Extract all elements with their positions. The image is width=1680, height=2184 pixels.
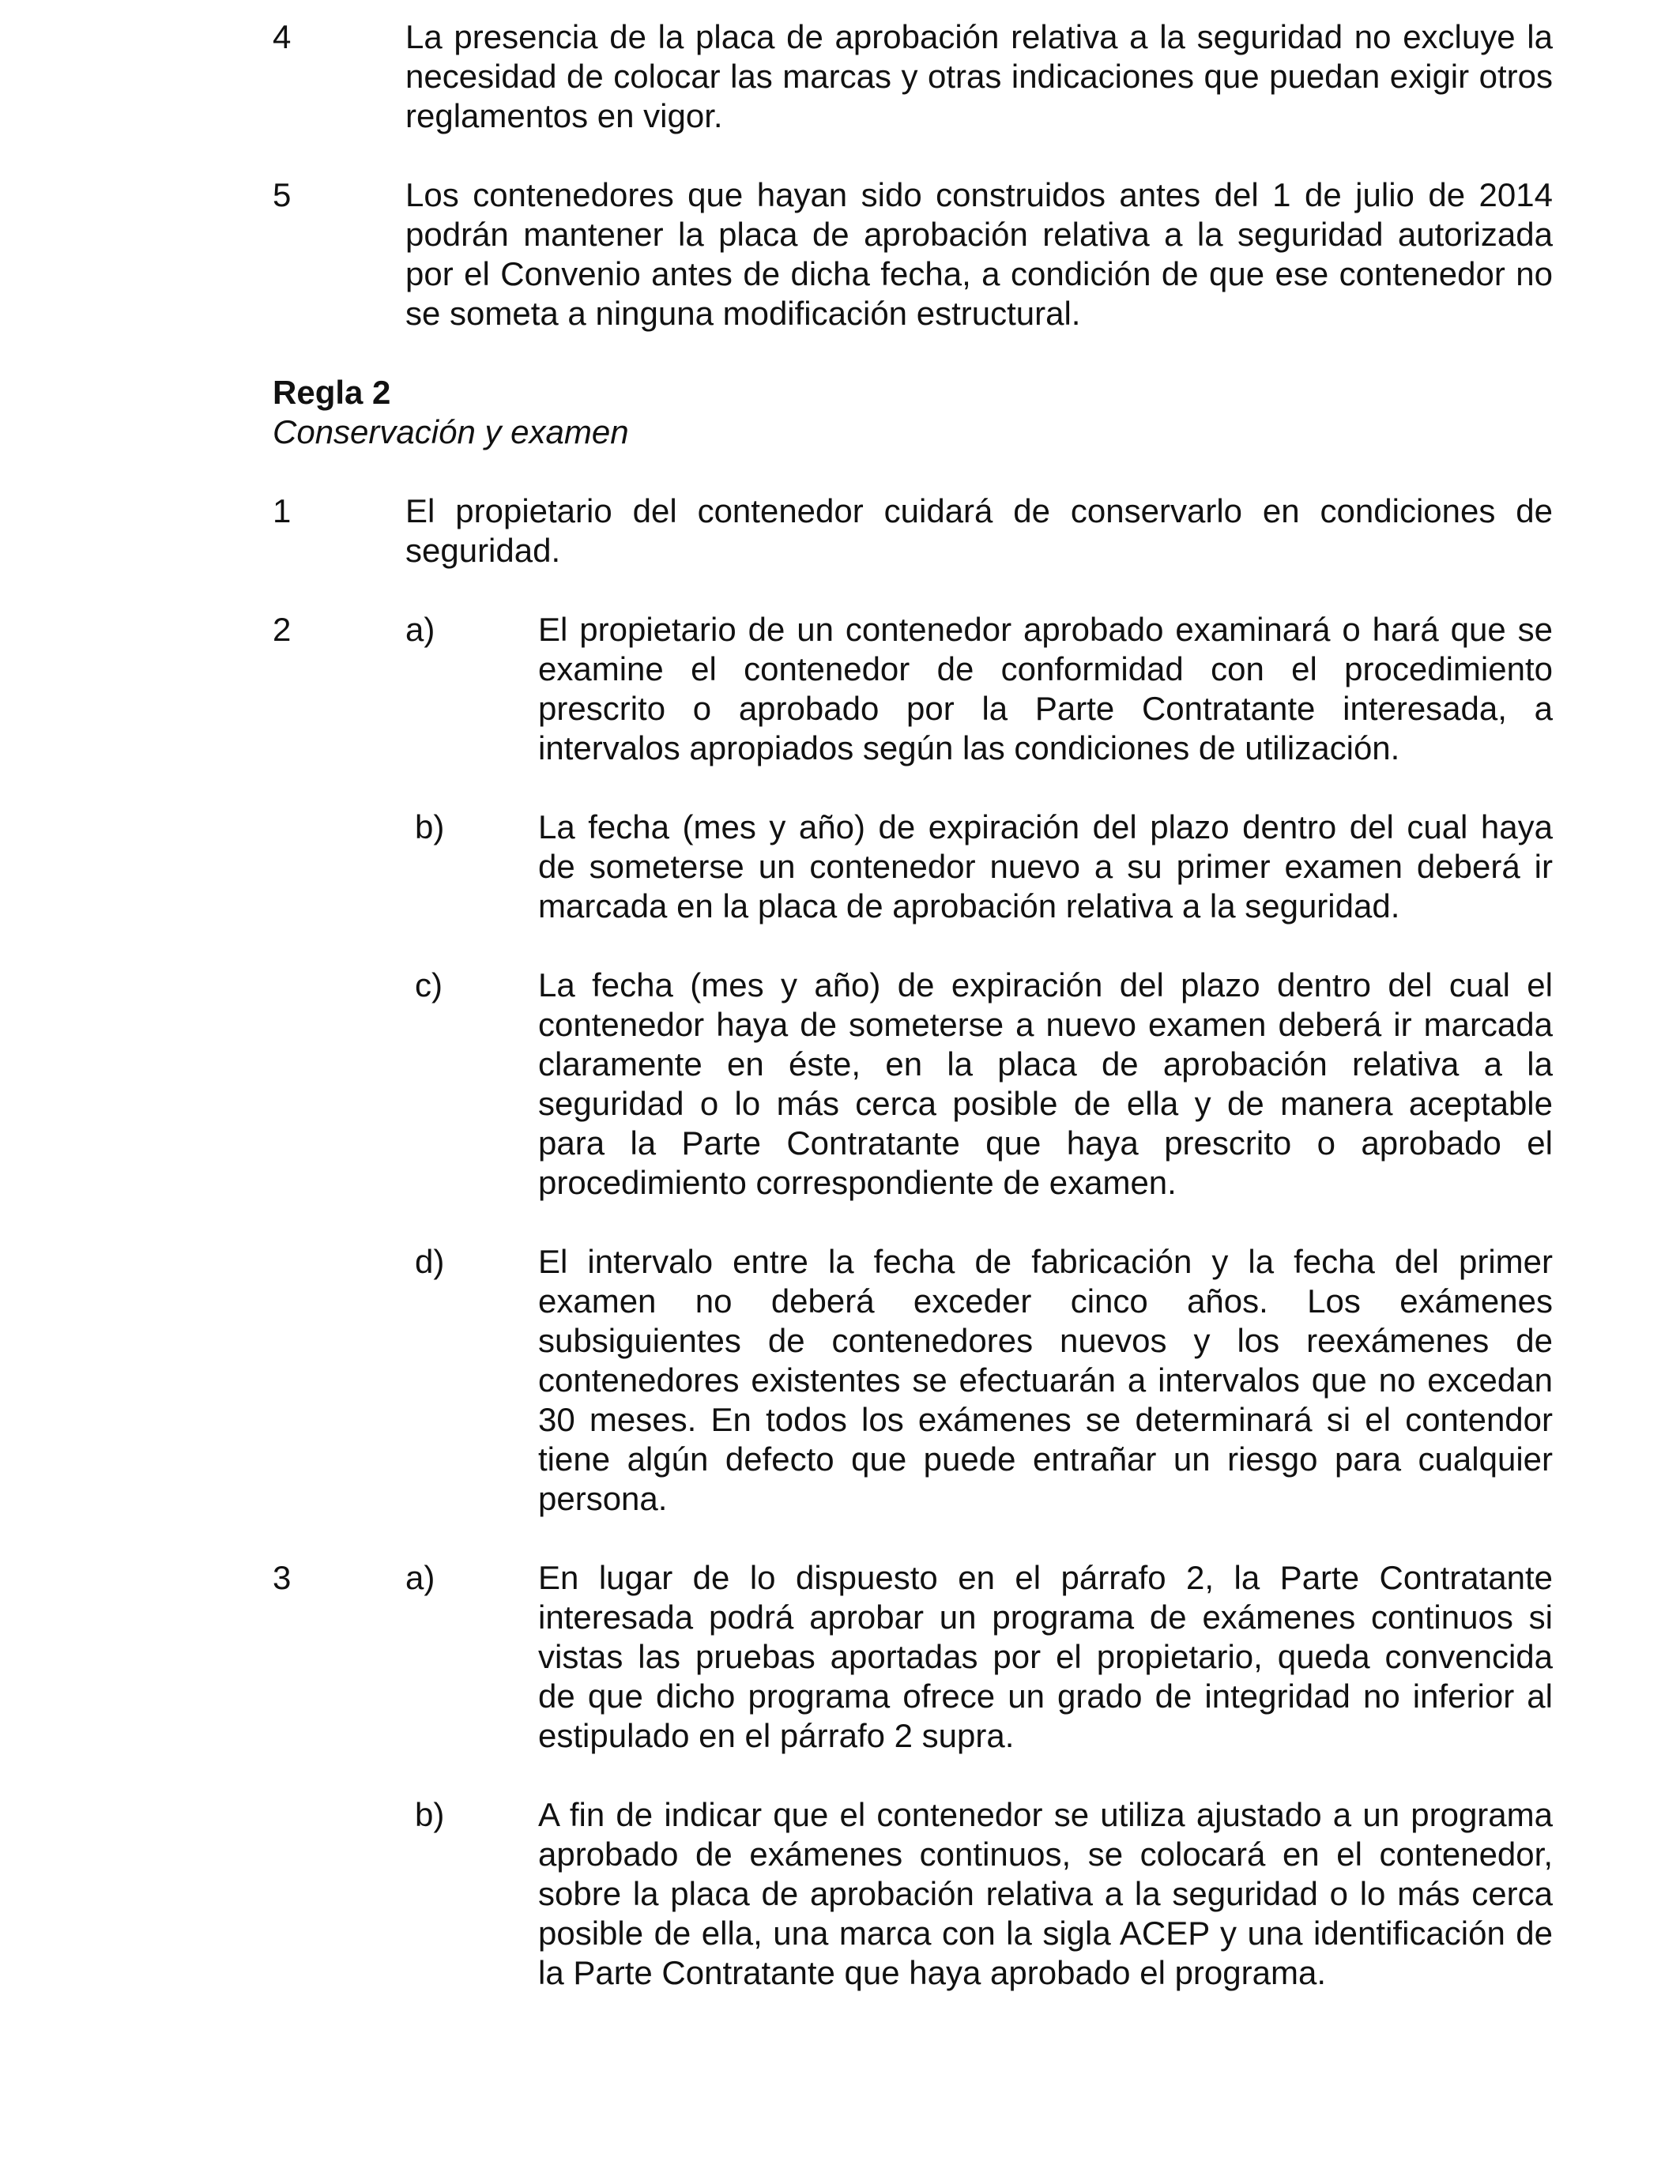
item-text: En lugar de lo dispuesto en el párrafo 2, la Parte Contratante interesada podrá aprobar un programa de exámenes continuos si vistas las pruebas aportadas por el propietario, queda convencida de que dicho programa ofrece un grado de integridad no inferior al estipulado en el párrafo 2 supra.	[538, 1559, 1553, 1754]
paragraph-2-item-a	[273, 610, 1553, 768]
paragraph-2-item-d	[273, 1242, 1553, 1519]
paragraph-text: Los contenedores que hayan sido construidos antes del 1 de julio de 2014 podrán mantener la placa de aprobación relativa a la seguridad autorizada por el Convenio antes de dicha fecha, a condición de que ese contenedor no se someta a ninguna modificación estructural.	[405, 176, 1553, 332]
rule-subtitle: Conservación y examen	[273, 413, 629, 450]
paragraph-number: 1	[273, 492, 292, 529]
rule-title: Regla 2	[273, 374, 391, 411]
item-text: A fin de indicar que el contenedor se utiliza ajustado a un programa aprobado de exámenes continuos, se colocará en el contenedor, sobre la placa de aprobación relativa a la seguridad o lo más cerca posible de ella, una marca con la sigla ACEP y una identificación de la Parte Contratante que haya aprobado el programa.	[538, 1796, 1553, 1991]
paragraph-5	[273, 175, 1553, 333]
paragraph-2-item-b	[273, 808, 1553, 926]
item-letter: d)	[415, 1243, 445, 1280]
paragraph-number: 5	[273, 176, 292, 213]
paragraph-2-item-c	[273, 966, 1553, 1203]
paragraph-3-item-a	[273, 1558, 1553, 1756]
paragraph-number: 2	[273, 611, 292, 648]
paragraph-text: La presencia de la placa de aprobación relativa a la seguridad no excluye la necesidad de colocar las marcas y otras indicaciones que puedan exigir otros reglamentos en vigor.	[405, 18, 1553, 134]
paragraph-4	[273, 17, 1553, 136]
item-letter: c)	[415, 966, 443, 1004]
paragraph-text: El propietario del contenedor cuidará de conservarlo en condiciones de seguridad.	[405, 492, 1553, 569]
item-letter: b)	[415, 1796, 445, 1833]
paragraph-1	[273, 491, 1553, 570]
item-text: La fecha (mes y año) de expiración del plazo dentro del cual haya de someterse un contenedor nuevo a su primer examen deberá ir marcada en la placa de aprobación relativa a la seguridad.	[538, 808, 1553, 924]
paragraph-number: 3	[273, 1559, 292, 1596]
item-letter: a)	[405, 1559, 435, 1596]
paragraph-number: 4	[273, 18, 292, 55]
item-letter: b)	[415, 808, 445, 845]
item-text: El intervalo entre la fecha de fabricación y la fecha del primer examen no deberá exceder cinco años. Los exámenes subsiguientes de contenedores nuevos y los reexámenes de contenedores existentes se efectuarán a intervalos que no excedan 30 meses. En todos los exámenes se determinará si el contendor tiene algún defecto que puede entrañar un riesgo para cualquier persona.	[538, 1243, 1553, 1517]
rule-heading	[273, 373, 1553, 452]
item-text: El propietario de un contenedor aprobado examinará o hará que se examine el contenedor de conformidad con el procedimiento prescrito o aprobado por la Parte Contratante interesada, a intervalos apropiados según las condiciones de utilización.	[538, 611, 1553, 766]
paragraph-3-item-b	[273, 1795, 1553, 1993]
item-letter: a)	[405, 611, 435, 648]
item-text: La fecha (mes y año) de expiración del plazo dentro del cual el contenedor haya de someterse a nuevo examen deberá ir marcada claramente en éste, en la placa de aprobación relativa a la seguridad o lo más cerca posible de ella y de manera aceptable para la Parte Contratante que haya prescrito o aprobado el procedimiento correspondiente de examen.	[538, 966, 1553, 1201]
